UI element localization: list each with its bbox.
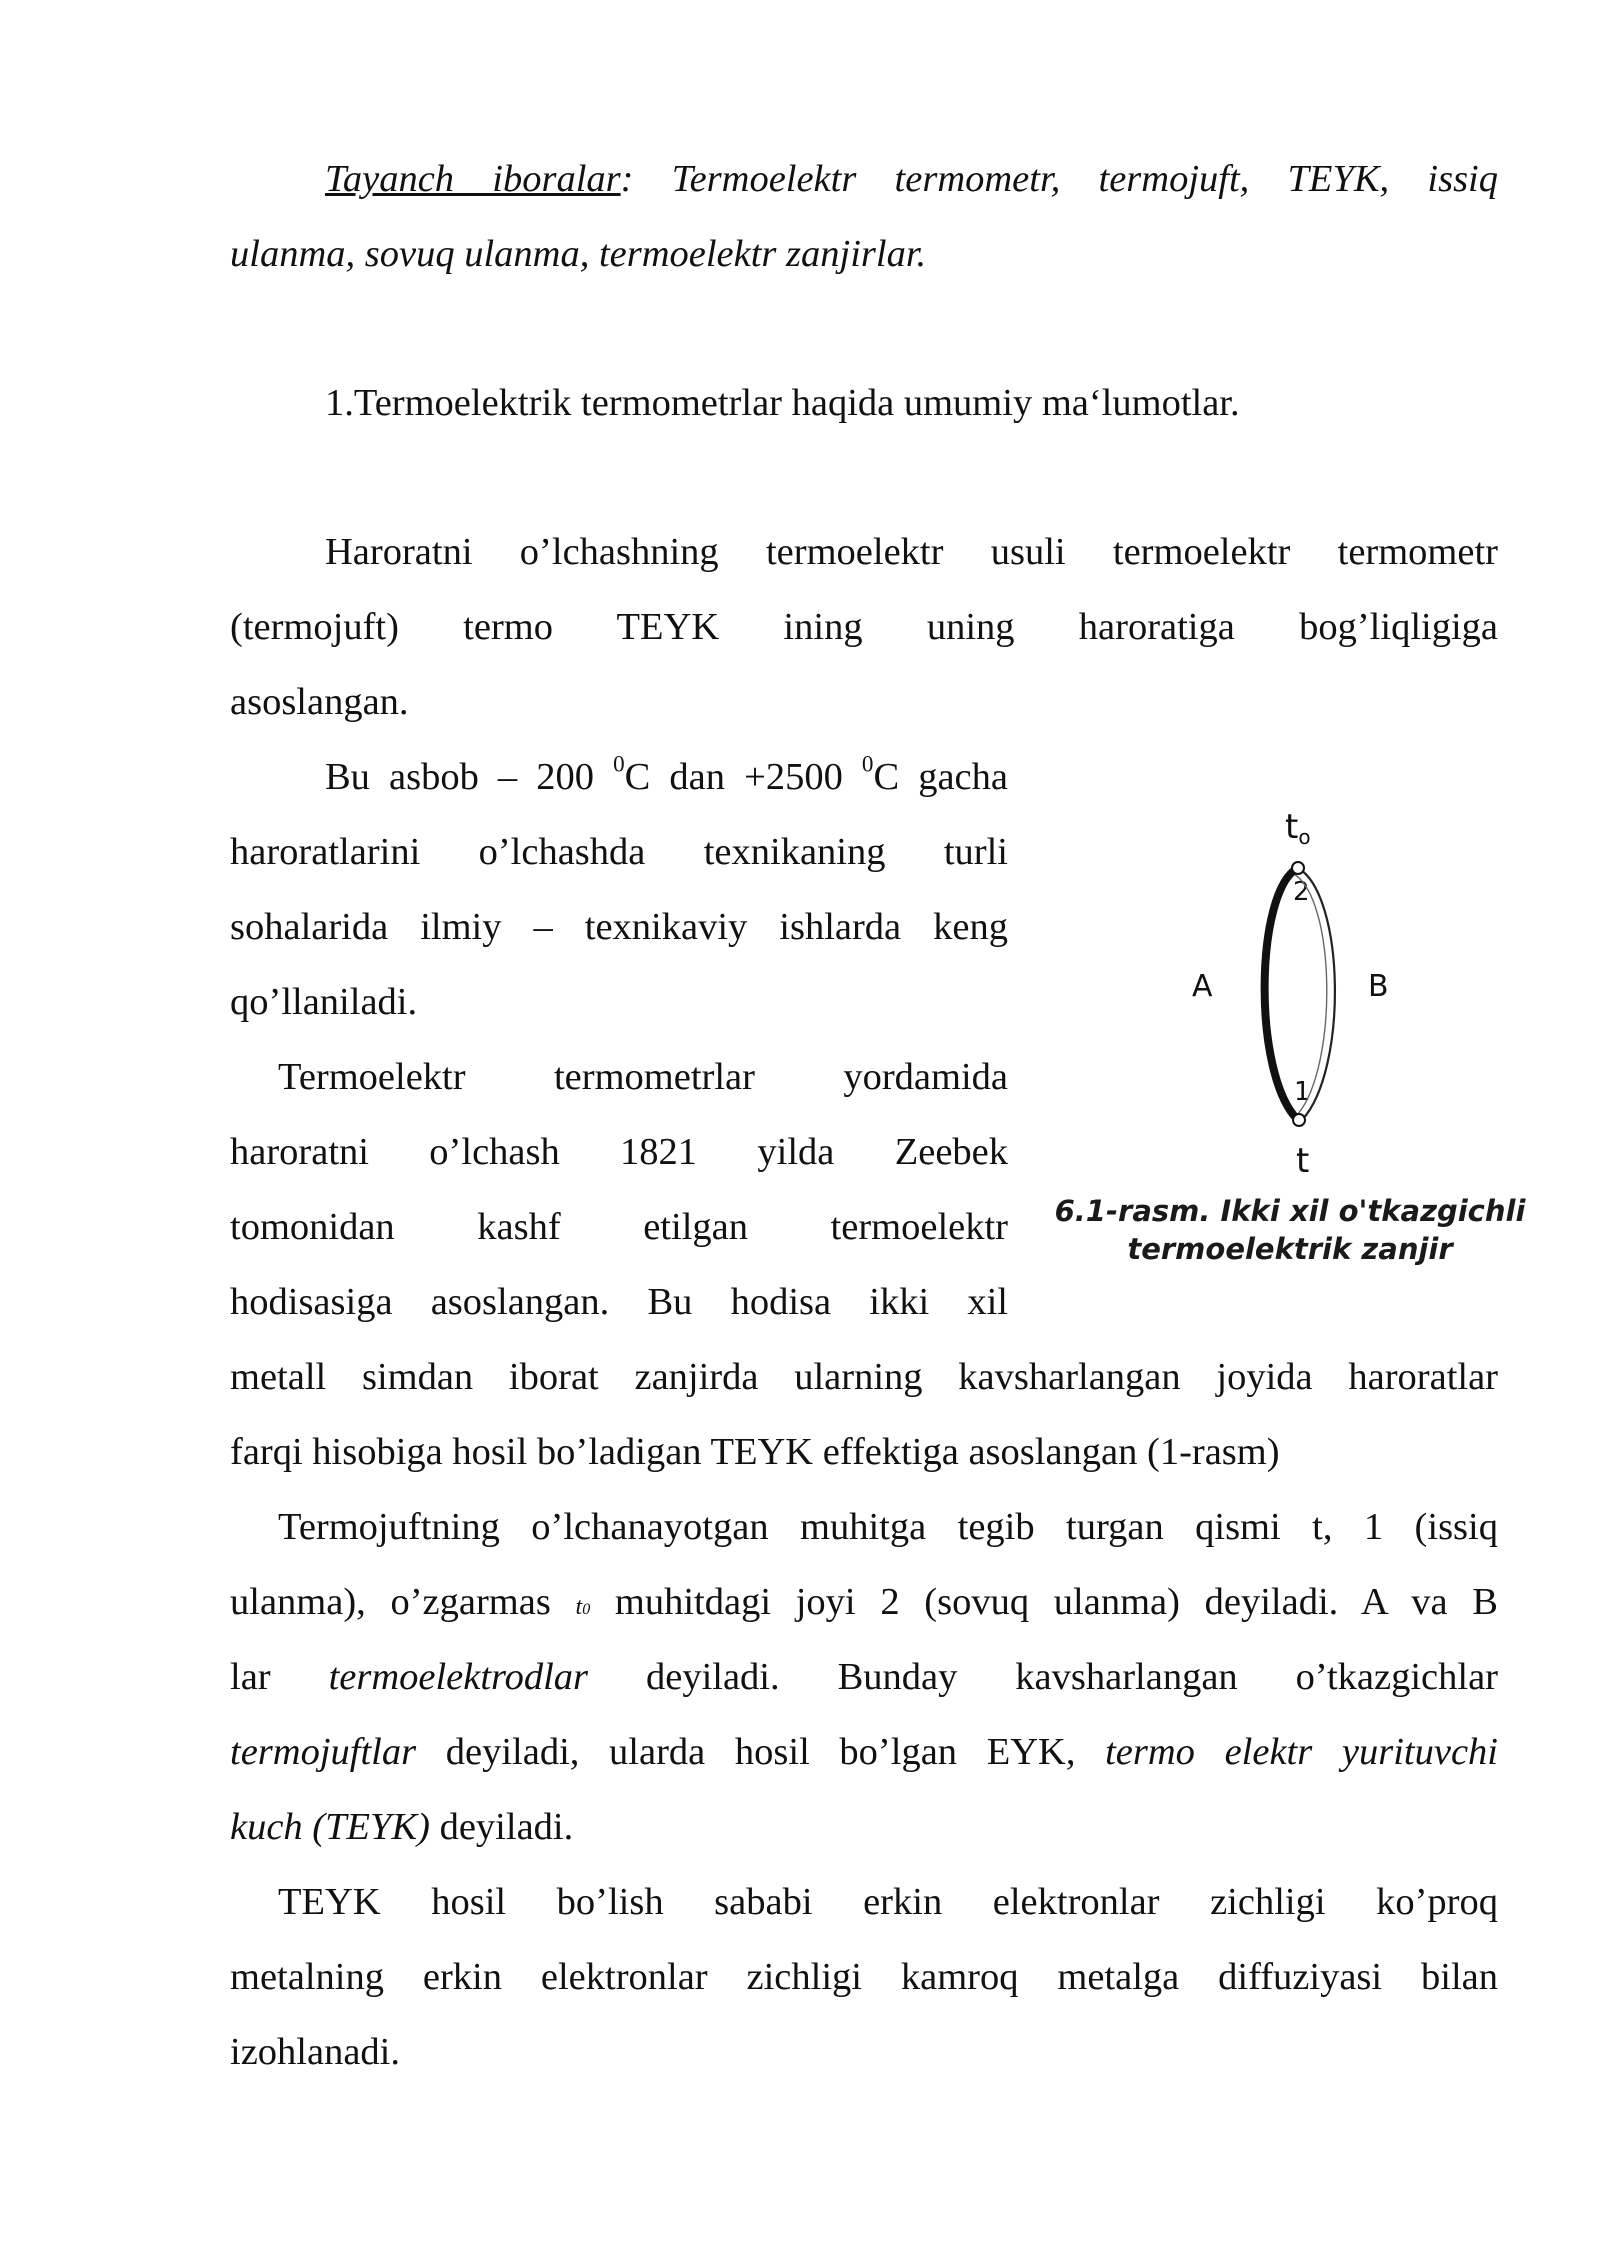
- term-termoelektrodlar: termoelektrodlar: [328, 1656, 589, 1698]
- label-2: 2: [1293, 877, 1310, 907]
- para1-line-2: (termojuft) termo TEYK ining uning haroratiga bog’liqligiga: [230, 606, 1498, 648]
- para3-line-3: tomonidan kashf etilgan termoelektr: [230, 1206, 1008, 1248]
- para2-line-2: haroratlarini o’lchashda texnikaning turli: [230, 831, 1008, 873]
- para4-line-1: Termojuftning o’lchanayotgan muhitga tegib turgan qismi t, 1 (issiq: [278, 1506, 1498, 1548]
- para4-line4-mid: deyiladi, ularda hosil bo’lgan EYK,: [416, 1731, 1106, 1773]
- degree-sup-1: 0: [613, 750, 625, 777]
- para4-text-a: ulanma), o’zgarmas: [230, 1581, 576, 1623]
- figure-caption-line-2: termoelektrik zanjir: [1127, 1232, 1453, 1266]
- para4-line-2: [230, 1565, 1498, 1647]
- term-teyk-part1: termo elektr yurituvchi: [1105, 1731, 1498, 1773]
- para4-line3-rest: deyiladi. Bunday kavsharlangan o’tkazgichlar: [588, 1656, 1498, 1698]
- para2-text-a: Bu asbob – 200: [325, 756, 614, 798]
- para1-line-3: asoslangan.: [230, 681, 409, 723]
- para3-line-4: hodisasiga asoslangan. Bu hodisa ikki xil: [230, 1281, 1008, 1323]
- para5-line-2: metalning erkin elektronlar zichligi kamroq metalga diffuziyasi bilan: [230, 1956, 1498, 1998]
- label-t: t: [1296, 1141, 1310, 1181]
- label-A: A: [1192, 969, 1213, 1004]
- label-t0: to: [1285, 807, 1311, 849]
- para2-line-4: qo’llaniladi.: [230, 981, 418, 1023]
- para3-line-5: metall simdan iborat zanjirda ularning kavsharlangan joyida haroratlar: [230, 1356, 1498, 1398]
- keywords-line-2: ulanma, sovuq ulanma, termoelektr zanjirlar.: [230, 233, 927, 275]
- para4-line-4: [230, 1715, 1498, 1790]
- figure-caption-line-1: 6.1-rasm. Ikki xil o'tkazgichli: [1054, 1194, 1526, 1228]
- para4-lar: lar: [230, 1656, 329, 1698]
- para3-line-1: Termoelektr termometrlar yordamida: [278, 1056, 1008, 1098]
- para1-line-1: Haroratni o’lchashning termoelektr usuli termoelektr termometr: [325, 531, 1498, 573]
- para4-text-b: muhitdagi joyi 2 (sovuq ulanma) deyiladi. A va B: [590, 1581, 1498, 1623]
- para2-text-b: C dan +2500: [624, 756, 862, 798]
- para5-line-1: TEYK hosil bo’lish sababi erkin elektronlar zichligi ko’proq: [278, 1881, 1498, 1923]
- term-teyk-part2: kuch (TEYK): [230, 1806, 430, 1848]
- para4-line-5: [230, 1790, 573, 1865]
- keywords-text-1: Termoelektr termometr, termojuft, TEYK, issiq: [633, 158, 1498, 200]
- label-B: B: [1368, 969, 1389, 1004]
- label-1: 1: [1294, 1077, 1311, 1107]
- t0-symbol: t0: [575, 1594, 591, 1620]
- para4-line-3: [230, 1640, 1498, 1715]
- degree-sup-2: 0: [861, 750, 874, 777]
- keywords-line-1: [325, 142, 1498, 217]
- para5-line-3: izohlanadi.: [230, 2031, 400, 2073]
- para3-line-2: haroratni o’lchash 1821 yilda Zeebek: [230, 1131, 1008, 1173]
- hot-junction-1: [1293, 1114, 1305, 1126]
- para4-line5-rest: deyiladi.: [429, 1806, 574, 1848]
- para2-text-c: C gacha: [873, 756, 1008, 798]
- keywords-colon: :: [620, 158, 634, 200]
- cold-junction-2: [1292, 862, 1304, 874]
- para2-line-3: sohalarida ilmiy – texnikaviy ishlarda keng: [230, 906, 1008, 948]
- para3-line-6: farqi hisobiga hosil bo’ladigan TEYK effektiga asoslangan (1-rasm): [230, 1431, 1280, 1473]
- section-heading: 1.Termoelektrik termometrlar haqida umumiy ma‘lumotlar.: [325, 382, 1240, 424]
- figure-caption: [1040, 1192, 1540, 1268]
- para2-line-1: [325, 740, 1008, 815]
- term-termojuftlar: termojuftlar: [230, 1731, 417, 1773]
- keywords-label: Tayanch iboralar: [325, 158, 621, 200]
